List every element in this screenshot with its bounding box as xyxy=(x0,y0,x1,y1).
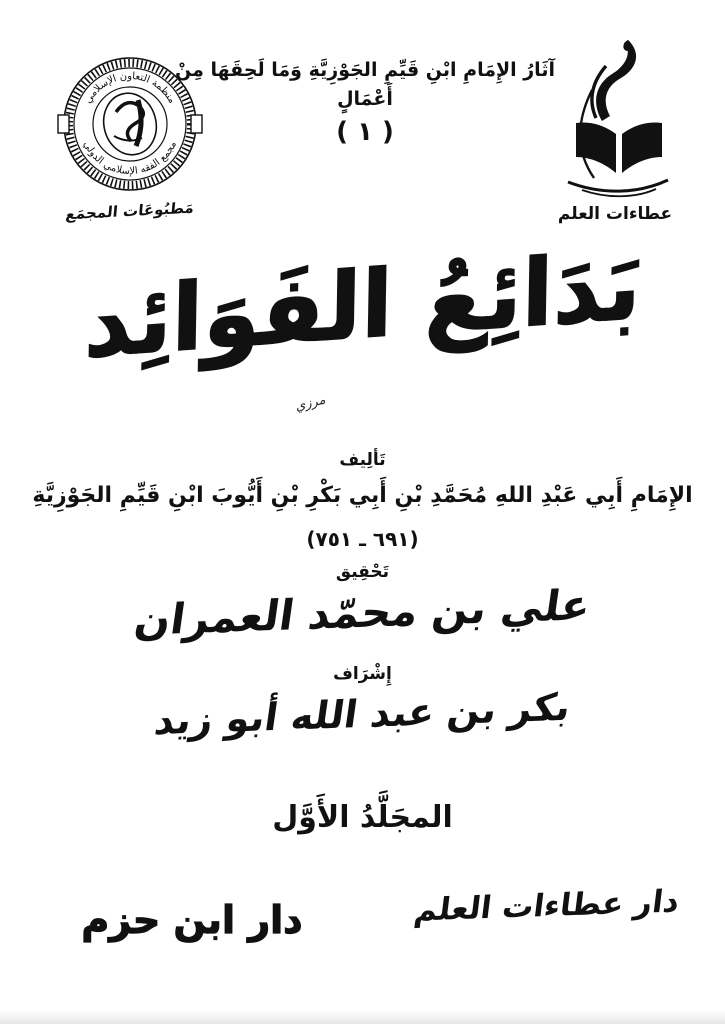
publisher-dar-ibn-hazm: دار ابن حزم xyxy=(81,898,303,942)
publisher-dar-ataat-alilm xyxy=(412,883,682,929)
publisher-dar-ataat-alilm-text: دار عطاءات العلم xyxy=(412,883,682,929)
supervision-label: إِشْرَاف xyxy=(333,664,392,684)
publisher-logo-caption: عطاءات العلم xyxy=(557,204,673,224)
author-dates: (٦٩١ ـ ٧٥١) xyxy=(306,527,419,551)
volume-label: المجَلَّدُ الأَوَّل xyxy=(272,800,453,835)
book-title: بَدَائِعُ الفَوَائِد xyxy=(83,232,642,379)
supervisor-name-text: بكر بن عبد الله أبو زيد xyxy=(151,684,574,744)
seal-caption: مَطبُوعَات المجمَع xyxy=(65,198,195,224)
seal-ring-text-bottom: مجمع الفقه الإسلامي الدولي xyxy=(80,139,179,178)
series-block xyxy=(170,56,560,147)
publisher-logo-block xyxy=(535,38,695,224)
series-title: آثَارُ الإِمَامِ ابْنِ قَيِّمِ الجَوْزِيَّةِ وَمَا لَحِقَهَا مِنْ أَعْمَالٍ xyxy=(175,59,555,110)
supervisor-name xyxy=(0,684,725,744)
byline-label: تَألِيف xyxy=(339,450,386,470)
editor-name-text: علي بن محمّد العمران xyxy=(131,580,594,645)
author-name: الإِمَامِ أَبِي عَبْدِ اللهِ مُحَمَّدِ بْنِ أَبِي بَكْرِ بْنِ أَيُّوبَ ابْنِ قَيِّمِ الجَوْزِيَّةِ xyxy=(32,483,693,508)
flame-book-logo-icon xyxy=(540,38,690,202)
svg-text:مجمع الفقه الإسلامي الدولي xyxy=(81,139,179,177)
editor-name xyxy=(0,580,725,645)
calligrapher-signature: مرزي xyxy=(293,392,327,415)
series-number: ( ١ ) xyxy=(336,117,394,147)
editing-label: تَحْقِيق xyxy=(335,562,390,582)
seal-ring-text-top: منظمة التعاون الإسلامي xyxy=(82,70,178,106)
